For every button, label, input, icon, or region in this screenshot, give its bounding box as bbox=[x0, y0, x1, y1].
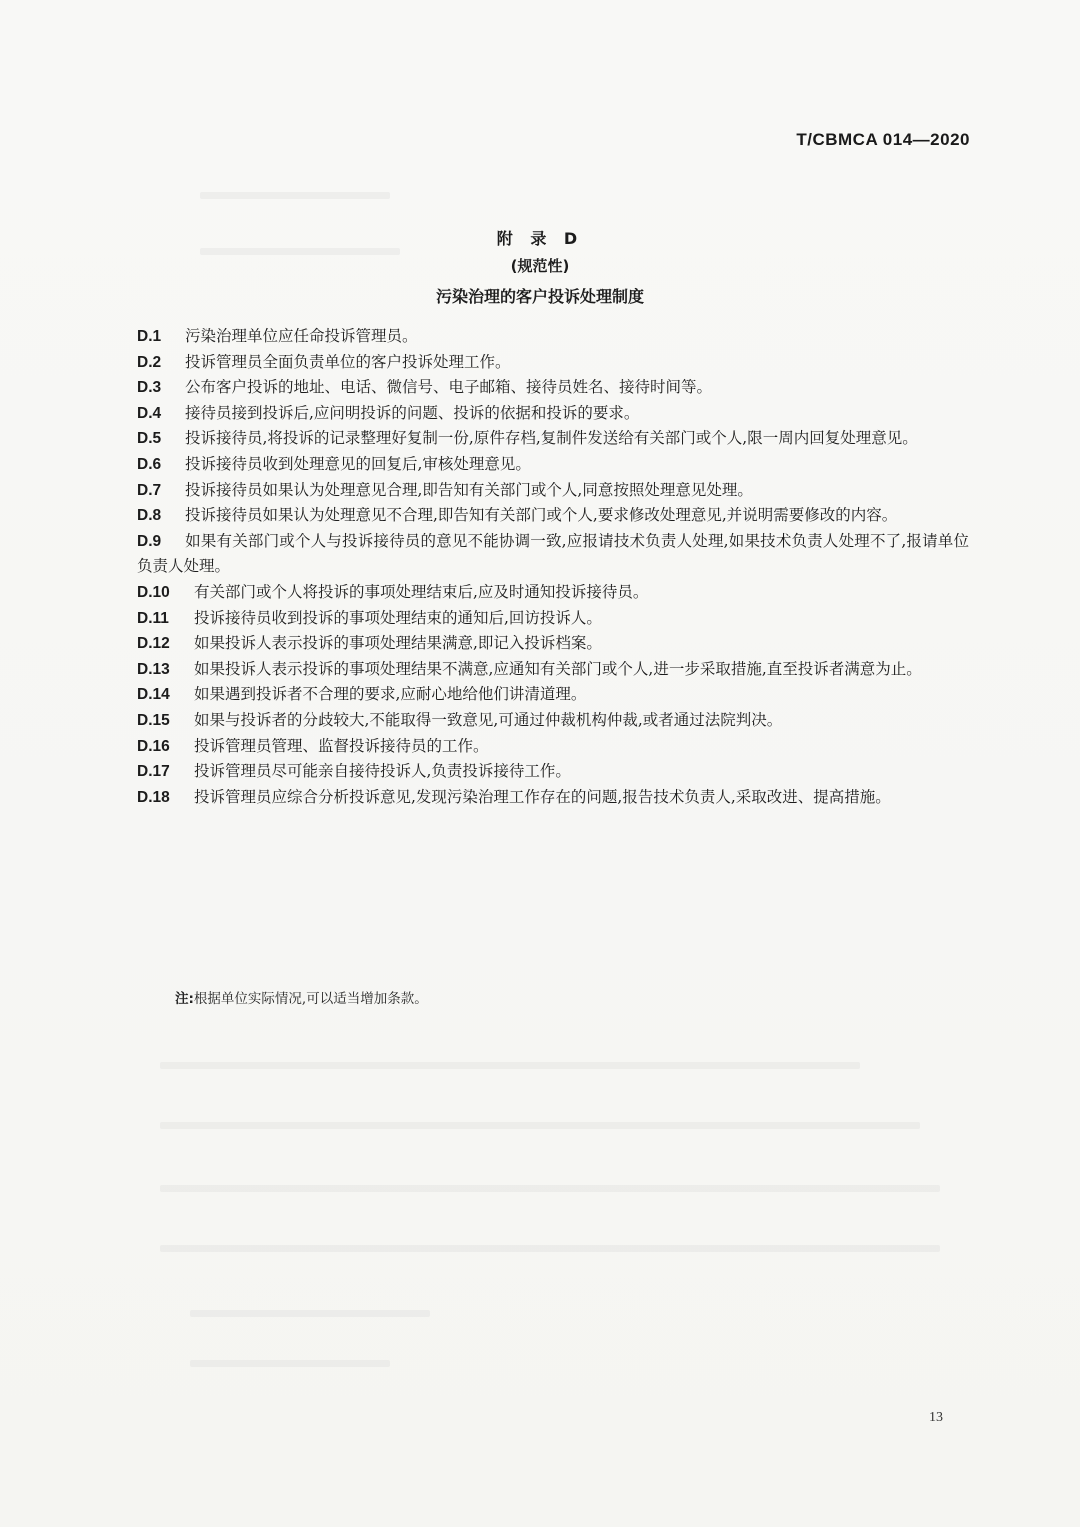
clause-number: D.15 bbox=[137, 711, 170, 729]
clause-item bbox=[137, 682, 969, 708]
appendix-title: 附 录 D bbox=[496, 229, 584, 248]
clause-item bbox=[137, 734, 969, 760]
clause-item bbox=[137, 606, 969, 632]
clause-text: 投诉接待员,将投诉的记录整理好复制一份,原件存档,复制件发送给有关部门或个人,限一周内回复处理意见。 bbox=[185, 429, 918, 448]
clause-text: 接待员接到投诉后,应问明投诉的问题、投诉的依据和投诉的要求。 bbox=[185, 403, 640, 422]
note-text: 根据单位实际情况,可以适当增加条款。 bbox=[193, 991, 428, 1007]
appendix-heading: 污染治理的客户投诉处理制度 bbox=[435, 287, 644, 306]
clause-text: 投诉接待员如果认为处理意见合理,即告知有关部门或个人,同意按照处理意见处理。 bbox=[185, 480, 753, 499]
clause-text: 如果遇到投诉者不合理的要求,应耐心地给他们讲清道理。 bbox=[194, 685, 587, 704]
clause-item bbox=[137, 503, 969, 529]
clause-text: 污染治理单位应任命投诉管理员。 bbox=[185, 327, 418, 345]
scan-bleed bbox=[200, 192, 390, 199]
clause-number: D.2 bbox=[137, 353, 162, 371]
clause-number: D.10 bbox=[137, 583, 170, 601]
note bbox=[175, 987, 428, 1007]
scan-bleed bbox=[160, 1122, 920, 1129]
document-code: T/CBMCA 014—2020 bbox=[796, 130, 970, 149]
clause-item bbox=[137, 350, 969, 376]
scan-bleed bbox=[190, 1310, 430, 1317]
appendix-type: (规范性) bbox=[510, 257, 570, 275]
clause-item bbox=[137, 631, 969, 657]
clause-text: 投诉接待员收到处理意见的回复后,审核处理意见。 bbox=[185, 454, 531, 473]
clause-number: D.12 bbox=[137, 635, 170, 653]
clause-item bbox=[137, 580, 969, 606]
clause-item bbox=[137, 759, 969, 785]
clause-item bbox=[137, 657, 969, 683]
clause-number: D.5 bbox=[137, 430, 162, 448]
clause-text: 投诉管理员应综合分析投诉意见,发现污染治理工作存在的问题,报告技术负责人,采取改进、提高措施。 bbox=[194, 787, 891, 806]
clause-number: D.1 bbox=[137, 328, 162, 345]
clause-text: 投诉接待员如果认为处理意见不合理,即告知有关部门或个人,要求修改处理意见,并说明需要修改的内容。 bbox=[185, 506, 898, 525]
clause-number: D.17 bbox=[137, 763, 170, 781]
clause-number: D.11 bbox=[137, 609, 169, 627]
clause-item bbox=[137, 452, 969, 478]
clause-text: 如果与投诉者的分歧较大,不能取得一致意见,可通过仲裁机构仲裁,或者通过法院判决。 bbox=[194, 710, 783, 729]
clause-number: D.7 bbox=[137, 481, 162, 499]
scan-bleed bbox=[190, 1360, 390, 1367]
clause-number: D.3 bbox=[137, 379, 162, 397]
clause-item bbox=[137, 708, 969, 734]
clause-text: 有关部门或个人将投诉的事项处理结束后,应及时通知投诉接待员。 bbox=[194, 582, 649, 601]
clause-text: 公布客户投诉的地址、电话、微信号、电子邮箱、接待员姓名、接待时间等。 bbox=[185, 378, 713, 397]
clause-number: D.14 bbox=[137, 686, 170, 704]
clause-number: D.8 bbox=[137, 507, 162, 525]
clause-number: D.13 bbox=[137, 660, 170, 678]
clause-text: 投诉接待员收到投诉的事项处理结束的通知后,回访投诉人。 bbox=[194, 608, 602, 627]
clause-text: 投诉管理员全面负责单位的客户投诉处理工作。 bbox=[185, 352, 511, 371]
clause-number: D.6 bbox=[137, 455, 162, 473]
clause-number: D.16 bbox=[137, 737, 170, 755]
clause-item bbox=[137, 426, 969, 452]
clause-item bbox=[137, 401, 969, 427]
scan-bleed bbox=[200, 248, 400, 255]
scan-bleed bbox=[160, 1185, 940, 1192]
clause-text: 如果投诉人表示投诉的事项处理结果不满意,应通知有关部门或个人,进一步采取措施,直至投诉者满意为止。 bbox=[194, 659, 922, 678]
note-label: 注: bbox=[175, 991, 194, 1007]
clause-number: D.18 bbox=[137, 788, 170, 806]
clause-text: 如果投诉人表示投诉的事项处理结果满意,即记入投诉档案。 bbox=[194, 634, 602, 653]
scan-bleed bbox=[160, 1062, 860, 1069]
page-number: 13 bbox=[929, 1410, 943, 1425]
clause-item bbox=[137, 529, 969, 580]
clause-item bbox=[137, 478, 969, 504]
clause-item bbox=[137, 324, 969, 350]
clause-text: 投诉管理员尽可能亲自接待投诉人,负责投诉接待工作。 bbox=[194, 762, 571, 781]
clause-text: 如果有关部门或个人与投诉接待员的意见不能协调一致,应报请技术负责人处理,如果技术负责人处理不了,报请单位负责人处理。 bbox=[137, 531, 969, 576]
clause-list bbox=[137, 324, 969, 810]
scan-bleed bbox=[160, 1245, 940, 1252]
clause-item bbox=[137, 375, 969, 401]
clause-number: D.4 bbox=[137, 404, 162, 422]
clause-text: 投诉管理员管理、监督投诉接待员的工作。 bbox=[194, 736, 489, 755]
clause-item bbox=[137, 785, 969, 811]
clause-number: D.9 bbox=[137, 532, 162, 550]
